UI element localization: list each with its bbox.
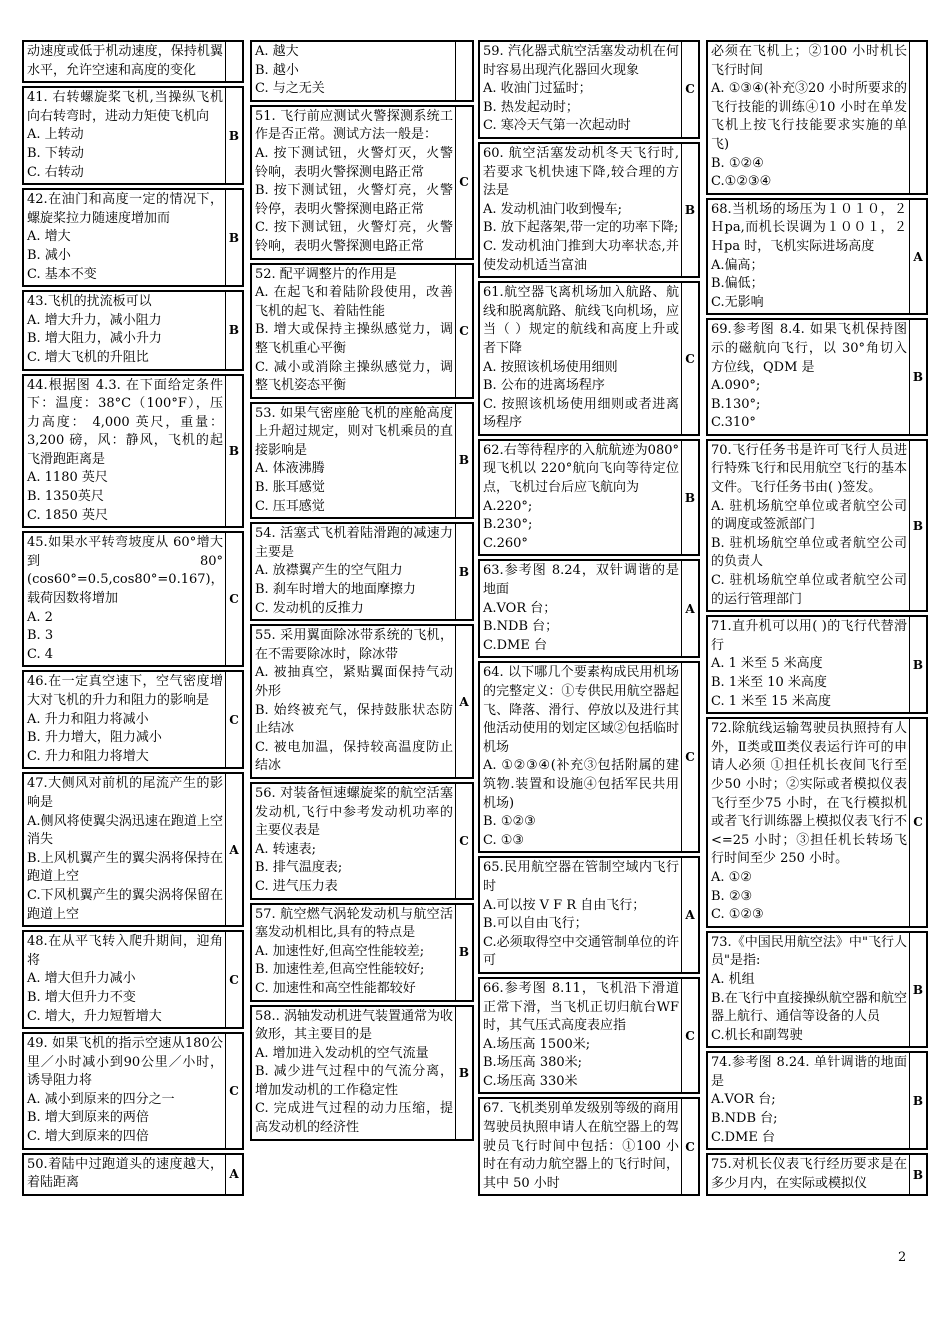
answer-option: B. 升力增大，阻力减小 [27, 730, 162, 746]
answer-option: A. ①② [711, 869, 752, 885]
answer-key: B [912, 982, 924, 997]
question-text [708, 441, 910, 610]
answer-key: B [228, 323, 240, 338]
question-box [22, 1032, 244, 1150]
answer-option: A. 按下测试钮，火警灯灭，火警铃响，表明火警探测电路正常 [255, 145, 453, 180]
answer-option: C. 增大飞机的升阻比 [27, 349, 149, 365]
answer-key: B [912, 518, 924, 533]
question-stem: 51. 飞行前应测试火警探测系统工作是否正常。测试方法一般是： [255, 108, 453, 143]
answer-option: B. 公布的进离场程序 [483, 378, 605, 394]
page-number: 2 [898, 1250, 907, 1265]
question-text [252, 265, 456, 397]
answer-option: C. ①③ [483, 832, 525, 848]
question-stem: 48.在从平飞转入爬升期间，迎角将 [27, 934, 223, 968]
answer-option: C. 增大到原来的四倍 [27, 1129, 149, 1145]
answer-key: A [685, 908, 695, 923]
question-box [22, 188, 244, 287]
answer-option: A. 按照该机场使用细则 [483, 359, 618, 375]
answer-key: A [685, 601, 695, 616]
question-stem: 71.直升机可以用( )的飞行代替滑行 [711, 619, 907, 653]
answer-option: A. 被抽真空，紧贴翼面保持气动外形 [255, 665, 453, 699]
answer-option: C. 发动机的反推力 [255, 600, 364, 616]
answer-option: C. 加速性和高空性能都较好 [255, 980, 416, 996]
answer-option: C.DME 台 [711, 1129, 775, 1145]
answer-option: A. 增大升力，减小阻力 [27, 312, 162, 328]
answer-key [226, 42, 242, 81]
question-box [22, 772, 244, 927]
answer-key: B [458, 945, 470, 960]
question-box [706, 931, 928, 1049]
answer-option: A.VOR 台; [711, 1092, 776, 1108]
answer-option: C. ①②③ [711, 907, 764, 923]
column-1 [22, 40, 244, 1199]
question-box [478, 1097, 700, 1196]
question-text [708, 933, 910, 1047]
answer-option: B.可以自由飞行； [483, 916, 588, 932]
question-text [480, 979, 682, 1093]
question-box [478, 142, 700, 278]
answer-key [910, 42, 926, 193]
answer-option: C. 1 米至 15 米高度 [711, 693, 831, 709]
question-box [706, 40, 928, 195]
answer-option: C. 升力和阻力将增大 [27, 748, 149, 764]
question-stem: 58.. 涡轴发动机进气装置通常为收敛形，其主要目的是 [255, 1008, 453, 1043]
answer-option: B. 胀耳感觉 [255, 480, 325, 496]
question-text [708, 200, 910, 314]
answer-key: C [685, 351, 695, 366]
answer-option: C. 发动机油门推到大功率状态,并使发动机适当富油 [483, 238, 679, 273]
question-text [252, 784, 456, 898]
answer-key: C [685, 1139, 695, 1154]
question-box [22, 86, 244, 185]
question-text [24, 774, 226, 925]
question-box [22, 1153, 244, 1196]
question-text [252, 404, 456, 518]
question-text [708, 1155, 910, 1194]
question-stem: 61.航空器飞离机场加入航路、航线和脱离航路、航线飞向机场，应当（ ）规定的航线和高度上升或者下降 [483, 285, 679, 356]
question-text [480, 663, 682, 851]
answer-key: A [913, 249, 923, 264]
answer-key: C [229, 972, 239, 987]
answer-option: A.侧风将使翼尖涡迅速在跑道上空消失 [27, 813, 223, 848]
question-box [478, 559, 700, 658]
question-box [22, 374, 244, 529]
answer-option: A. 收油门过猛时； [483, 81, 592, 97]
question-box [250, 624, 474, 779]
answer-option: B. 按下测试钮，火警灯亮，火警铃停，表明火警探测电路正常 [255, 183, 453, 217]
answer-option: B. 减小 [27, 247, 71, 263]
question-box [250, 782, 474, 900]
question-stem: 41. 右转螺旋桨飞机,当操纵飞机向右转弯时，进动力矩使飞机向 [27, 90, 223, 124]
answer-key: C [229, 1083, 239, 1098]
answer-option: C. 完成进气过程的动力压缩，提高发动机的经济性 [255, 1101, 453, 1136]
answer-option: B.上风机翼产生的翼尖涡将保持在跑道上空 [27, 850, 223, 885]
answer-key: A [229, 1167, 239, 1182]
answer-option: A.220°; [483, 498, 533, 514]
question-stem: 67. 飞机类别单发级别等级的商用驾驶员执照申请人在航空器上的驾驶员飞行时间中包括：①100 小时在有动力航空器上的飞行时间，其中 50 小时 [483, 1101, 679, 1191]
question-stem: 59. 汽化器式航空活塞发动机在何时容易出现汽化器回火现象 [483, 44, 679, 78]
answer-option: C. 1850 英尺 [27, 507, 108, 523]
question-stem: 72.除航线运输驾驶员执照持有人外，Ⅱ类或Ⅲ类仪表运行许可的申请人必须 ①担任机长夜间飞行至少50 小时；②实际或者模拟仪表飞行至少75 小时，在飞行模拟机或者飞行训练器上模拟仪表飞行不<=25 小时；③担任机长转场飞行时间至少 250 小时。 [711, 721, 907, 867]
answer-option: A.VOR 台； [483, 600, 557, 616]
answer-option: B. 增大阻力，减小升力 [27, 331, 162, 347]
answer-option: B. 1米至 10 米高度 [711, 675, 827, 690]
question-text [24, 190, 226, 285]
question-stem: 63.参考图 8.24，双针调谐的是地面 [483, 563, 679, 598]
answer-option: A. 体液沸腾 [255, 461, 325, 477]
answer-key: C [459, 175, 469, 190]
question-box [478, 439, 700, 557]
answer-option: A. 增加进入发动机的空气流量 [255, 1045, 429, 1061]
answer-key: B [912, 1167, 924, 1182]
answer-option: B. 排气温度表; [255, 860, 343, 876]
column-2 [250, 40, 474, 1144]
question-stem: 42.在油门和高度一定的情况下，螺旋桨拉力随速度增加而 [27, 192, 223, 226]
answer-option: C. 基本不变 [27, 266, 97, 282]
answer-option: C.260° [483, 535, 528, 551]
answer-key: C [229, 712, 239, 727]
question-box [22, 670, 244, 769]
answer-option: A. 1180 英尺 [27, 470, 108, 486]
answer-option: C. 4 [27, 646, 54, 662]
answer-option: B. 越小 [255, 62, 299, 78]
answer-option: C.下风机翼产生的翼尖涡将保留在跑道上空 [27, 887, 223, 922]
question-stem: 70.飞行任务书是许可飞行人员进行特殊飞行和民用航空飞行的基本文件。飞行任务书由( )签发。 [711, 442, 907, 496]
answer-option: A.场压高 1500米; [483, 1036, 591, 1052]
question-box [250, 402, 474, 520]
answer-option: A.偏高； [711, 257, 764, 273]
answer-option: C. 按照该机场使用细则或者进离场程序 [483, 396, 679, 431]
answer-option: C.机长和副驾驶 [711, 1027, 803, 1043]
answer-key: C [459, 323, 469, 338]
answer-option: A.可以按 V F R 自由飞行； [483, 897, 646, 913]
question-box [478, 661, 700, 853]
answer-option: B. 增大或保持主操纵感觉力，调整飞机重心平衡 [255, 322, 453, 356]
question-text [708, 1053, 910, 1148]
question-box [22, 290, 244, 370]
answer-option: C. 被电加温，保持较高温度防止结冰 [255, 739, 453, 774]
question-box [22, 930, 244, 1029]
question-stem: 55. 采用翼面除冰带系统的飞机，在不需要除冰时，除冰带 [255, 628, 453, 662]
answer-option: B.场压高 380米; [483, 1055, 583, 1071]
question-text [24, 42, 226, 81]
question-text [24, 1034, 226, 1148]
answer-option: A. 发动机油门收到慢车; [483, 201, 623, 217]
question-box [478, 281, 700, 436]
question-text [24, 376, 226, 527]
question-box [250, 903, 474, 1002]
answer-option: B.在飞行中直接操纵航空器和航空器上航行、通信等设备的人员 [711, 990, 907, 1025]
question-text [252, 626, 456, 777]
question-text [252, 107, 456, 258]
question-box [706, 717, 928, 928]
answer-option: B. 增大但升力不变 [27, 989, 136, 1005]
question-text [252, 42, 456, 100]
answer-option: B. 加速性差,但高空性能较好; [255, 962, 425, 978]
question-stem: 52. 配平调整片的作用是 [255, 266, 397, 282]
question-box [22, 531, 244, 667]
answer-key: B [458, 564, 470, 579]
answer-key: B [684, 490, 696, 505]
question-stem: 43.飞机的扰流板可以 [27, 294, 152, 310]
question-stem: 66.参考图 8.11，飞机沿下滑道正常下滑，当飞机正切归航台WF时，其气压式高度表应指 [483, 980, 679, 1034]
answer-option: B.230°; [483, 517, 533, 533]
question-box [478, 977, 700, 1095]
answer-key: C [685, 750, 695, 765]
answer-option: B. 始终被充气，保持鼓胀状态防止结冰 [255, 702, 453, 737]
question-stem: 60. 航空活塞发动机冬天飞行时,若要求飞机快速下降,较合理的方法是 [483, 145, 679, 199]
question-stem: 68.当机场的场压为１０１０，２Ｈpa,而机长误调为１００１，２Ｈpa 时，飞机实际进场高度 [711, 201, 907, 254]
question-stem: 69.参考图 8.4. 如果飞机保持图示的磁航向飞行，以 30°角切入方位线，QDM 是 [711, 322, 907, 375]
question-stem: 46.在一定真空速下，空气密度增大对飞机的升力和阻力的影响是 [27, 674, 223, 708]
question-box [250, 1005, 474, 1141]
answer-option: B.NDB 台； [483, 619, 559, 635]
answer-option: C.无影响 [711, 294, 764, 310]
question-box [250, 263, 474, 399]
question-text [480, 441, 682, 555]
question-stem: 56. 对装备恒速螺旋桨的航空活塞发动机,飞行中参考发动机功率的主要仪表是 [255, 785, 453, 839]
answer-option: A. 增大但升力减小 [27, 971, 136, 987]
question-stem: 必须在飞机上；②100 小时机长飞行时间 [711, 44, 907, 78]
answer-option: A. 放襟翼产生的空气阻力 [255, 563, 403, 579]
answer-option: A. ①③④(补充③20 小时所要求的飞行技能的训练④10 小时在单发飞机上按飞行技能要求实施的单飞) [711, 81, 907, 152]
answer-option: C. 减小或消除主操纵感觉力，调整飞机姿态平衡 [255, 359, 453, 394]
question-box [706, 439, 928, 612]
answer-key: B [912, 657, 924, 672]
column-4 [706, 40, 928, 1199]
question-text [24, 672, 226, 767]
question-text [480, 1099, 682, 1194]
answer-option: C. 与之无关 [255, 81, 325, 97]
question-stem: 54. 活塞式飞机着陆滑跑的减速力主要是 [255, 526, 453, 560]
question-text [480, 283, 682, 434]
question-text [252, 905, 456, 1000]
answer-option: A. 在起飞和着陆阶段使用，改善飞机的起飞、着陆性能 [255, 285, 453, 319]
question-box [250, 522, 474, 621]
answer-key: B [228, 230, 240, 245]
answer-option: A. 上转动 [27, 127, 84, 143]
question-stem: 44.根据图 4.3. 在下面给定条件下：温度：38°C（100°F），压力高度： 4,000 英尺，重量：3,200 磅，风：静风，飞机的起飞滑跑距离是 [27, 377, 223, 467]
answer-option: C.DME 台 [483, 637, 547, 653]
answer-option: A. 机组 [711, 971, 755, 987]
answer-key: A [459, 694, 469, 709]
question-text [24, 292, 226, 368]
question-box [250, 40, 474, 102]
answer-option: C.310° [711, 415, 756, 431]
answer-key: A [229, 842, 239, 857]
question-stem: 53. 如果气密座舱飞机的座舱高度上升超过规定，则对飞机乘员的直接影响是 [255, 405, 453, 458]
answer-key: B [228, 128, 240, 143]
answer-option: A. 驻机场航空单位或者航空公司的调度或签派部门 [711, 498, 907, 533]
question-box [478, 40, 700, 139]
answer-option: B. 增大到原来的两倍 [27, 1110, 149, 1126]
answer-option: A. 加速性好,但高空性能较差; [255, 943, 425, 959]
answer-key [456, 42, 472, 100]
answer-key: B [912, 1093, 924, 1108]
answer-option: A. ①②③④(补充③包括附属的建筑物.装置和设施④包括军民共用机场) [483, 758, 679, 811]
answer-key: B [458, 453, 470, 468]
question-box [706, 198, 928, 316]
answer-option: C. 寒冷天气第一次起动时 [483, 118, 631, 134]
answer-option: A. 减小到原来的四分之一 [27, 1091, 175, 1107]
answer-option: C.场压高 330米 [483, 1073, 578, 1089]
answer-option: C. 增大，升力短暂增大 [27, 1008, 162, 1024]
question-box [706, 318, 928, 436]
answer-option: B. 刹车时增大的地面摩擦力 [255, 582, 416, 598]
answer-option: C. 右转动 [27, 164, 84, 180]
question-text [708, 320, 910, 434]
answer-option: B.130°; [711, 396, 761, 412]
answer-option: A.090°; [711, 378, 761, 394]
question-text [708, 617, 910, 712]
question-stem: 57. 航空燃气涡轮发动机与航空活塞发动机相比,具有的特点是 [255, 906, 453, 941]
answer-option: C.必须取得空中交通管制单位的许可 [483, 934, 679, 969]
answer-option: B. 放下起落架,带一定的功率下降; [483, 220, 679, 236]
question-text [24, 932, 226, 1027]
question-stem: 45.如果水平转弯坡度从 60°增大到80°(cos60°=0.5,cos80°=0.167)，载荷因数将增加 [27, 535, 224, 607]
answer-option: B. 减少进气过程中的气流分离，增加发动机的工作稳定性 [255, 1064, 453, 1098]
answer-key: C [685, 82, 695, 97]
question-stem: 50.着陆中过跑道头的速度越大，着陆距离 [27, 1156, 223, 1191]
question-stem: 75.对机长仪表飞行经历要求是在多少月内，在实际或模拟仪 [711, 1157, 907, 1191]
question-box [706, 1051, 928, 1150]
question-box [250, 105, 474, 260]
question-box [22, 40, 244, 83]
question-text [480, 144, 682, 276]
question-text [708, 719, 910, 926]
answer-option: B. 3 [27, 628, 54, 644]
answer-option: B. 下转动 [27, 145, 84, 161]
answer-option: B. 驻机场航空单位或者航空公司的负责人 [711, 535, 907, 570]
question-stem: 65.民用航空器在管制空域内飞行时 [483, 860, 679, 894]
answer-option: B. ①②④ [711, 155, 764, 171]
answer-key: C [685, 1028, 695, 1043]
question-text [252, 524, 456, 619]
answer-key: B [458, 1065, 470, 1080]
answer-option: C. 进气压力表 [255, 878, 338, 894]
answer-key: B [912, 370, 924, 385]
answer-option: A. 2 [27, 609, 53, 625]
question-box [706, 615, 928, 714]
answer-option: B. 1350英尺 [27, 489, 104, 505]
question-text [480, 561, 682, 656]
answer-key: B [228, 443, 240, 458]
answer-key: C [229, 592, 239, 607]
question-text [708, 42, 910, 193]
question-text [24, 533, 226, 665]
question-stem: 47.大侧风对前机的尾流产生的影响是 [27, 776, 223, 810]
question-stem: 动速度或低于机动速度，保持机翼水平，允许空速和高度的变化 [27, 44, 223, 78]
question-text [252, 1007, 456, 1139]
question-box [706, 1153, 928, 1196]
answer-option: A. 越大 [255, 44, 299, 59]
question-text [24, 1155, 226, 1194]
question-stem: 73.《中国民用航空法》中"飞行人员"是指: [711, 934, 907, 969]
question-text [480, 858, 682, 972]
question-stem: 62.右等待程序的入航航迹为080°现飞机以 220°航向飞向等待定位点，飞机过台后应飞航向为 [483, 442, 679, 496]
question-text [24, 88, 226, 183]
answer-key: B [684, 203, 696, 218]
question-stem: 74.参考图 8.24. 单针调谐的地面是 [711, 1055, 907, 1089]
answer-option: A. 1 米至 5 米高度 [711, 656, 823, 672]
column-3 [478, 40, 700, 1199]
answer-option: B.NDB 台; [711, 1111, 778, 1127]
answer-option: A. 升力和阻力将减小 [27, 711, 149, 727]
answer-option: B. ①②③ [483, 814, 536, 830]
answer-option: C. 驻机场航空单位或者航空公司的运行管理部门 [711, 573, 907, 607]
answer-option: C. 按下测试钮，火警灯亮，火警铃响，表明火警探测电路正常 [255, 220, 453, 254]
answer-option: C. 压耳感觉 [255, 498, 325, 514]
answer-option: A. 增大 [27, 229, 71, 245]
question-text [480, 42, 682, 137]
answer-option: B.偏低； [711, 276, 764, 292]
answer-key: C [913, 815, 923, 830]
question-box [478, 856, 700, 974]
answer-option: C.①②③④ [711, 174, 772, 190]
question-stem: 49. 如果飞机的指示空速从180公里／小时减小到90公里／小时，诱导阻力将 [27, 1036, 223, 1089]
answer-option: B. ②③ [711, 888, 753, 904]
question-stem: 64. 以下哪几个要素构成民用机场的完整定义：①专供民用航空器起飞、降落、滑行、停放以及进行其他活动使用的划定区域②包括临时机场 [483, 665, 679, 755]
answer-option: A. 转速表; [255, 841, 317, 857]
answer-key: C [459, 833, 469, 848]
answer-option: B. 热发起动时； [483, 99, 579, 115]
